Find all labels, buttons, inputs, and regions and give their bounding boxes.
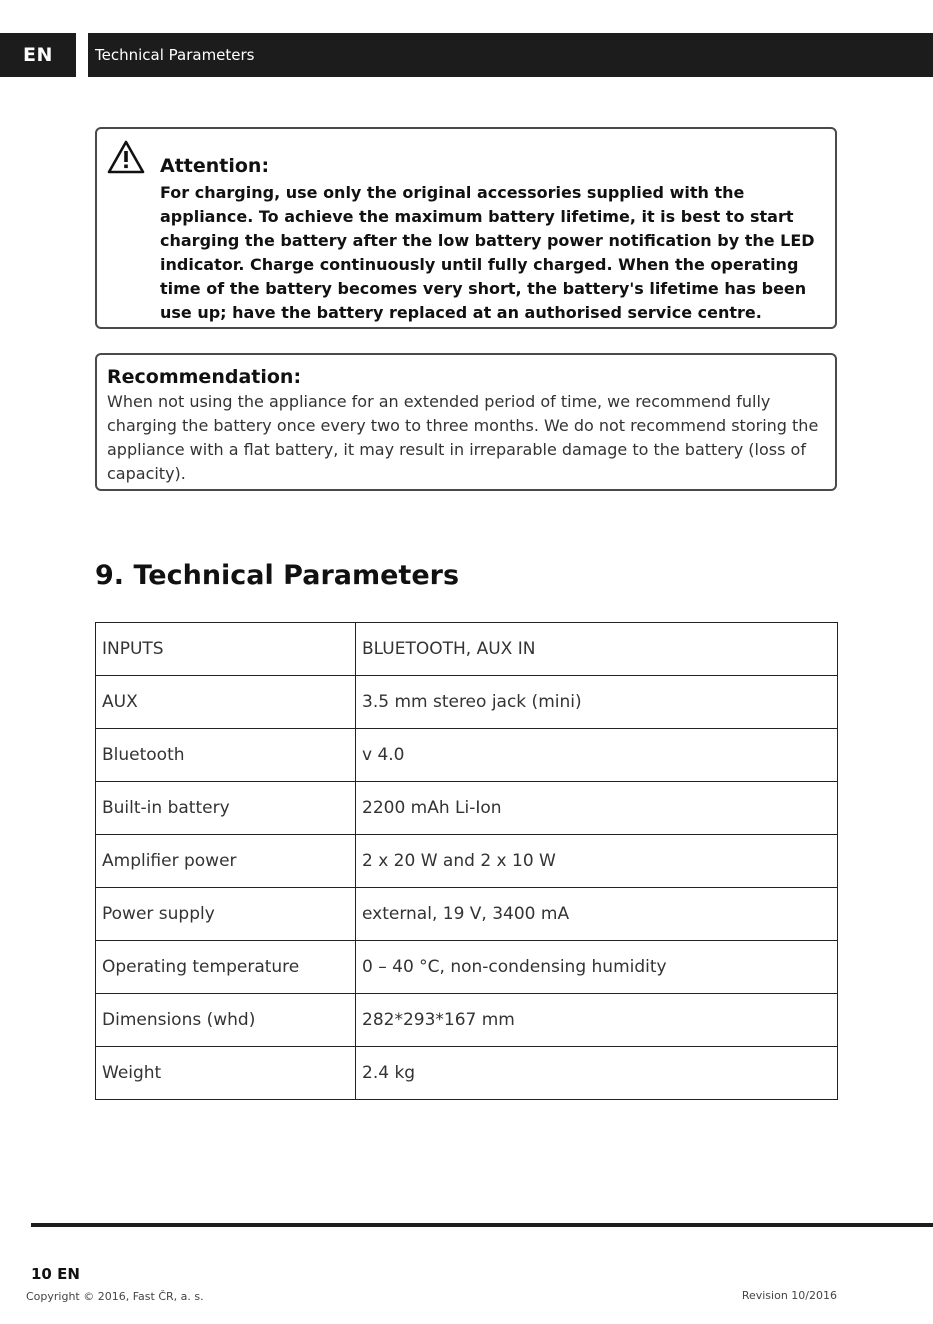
parameter-label: Amplifier power [96,835,356,888]
recommendation-box [95,353,837,491]
table-row [96,888,838,941]
table-row [96,676,838,729]
section-title: 9. Technical Parameters [95,560,460,591]
parameter-value: 2.4 kg [356,1047,838,1100]
table-row [96,941,838,994]
parameter-label: INPUTS [96,623,356,676]
page-number: 10 EN [31,1265,80,1283]
parameter-value: 2 x 20 W and 2 x 10 W [356,835,838,888]
table-row [96,782,838,835]
table-row [96,729,838,782]
header-title: Technical Parameters [88,33,933,77]
parameter-label: Operating temperature [96,941,356,994]
parameter-label: Dimensions (whd) [96,994,356,1047]
attention-box [95,127,837,329]
parameter-value: BLUETOOTH, AUX IN [356,623,838,676]
parameter-value: v 4.0 [356,729,838,782]
parameter-label: AUX [96,676,356,729]
technical-parameters-table [95,622,838,1100]
table-row [96,835,838,888]
table-row [96,994,838,1047]
footer-divider [31,1223,933,1227]
parameter-value: external, 19 V, 3400 mA [356,888,838,941]
recommendation-text: When not using the appliance for an extended period of time, we recommend fully charging the battery once every two to three months. We do not recommend storing the appliance with a flat battery, it may result in irreparable damage to the battery (loss of capacity). [107,392,819,483]
recommendation-title: Recommendation: [107,366,302,388]
parameter-value: 0 – 40 °C, non-condensing humidity [356,941,838,994]
revision-text: Revision 10/2016 [741,1289,837,1302]
parameter-value: 2200 mAh Li-Ion [356,782,838,835]
table-row [96,1047,838,1100]
attention-text: For charging, use only the original accessories supplied with the appliance. To achieve the maximum battery lifetime, it is best to start charging the battery after the low battery power notification by the LED indicator. Charge continuously until fully charged. When the operating time of the battery becomes very short, the battery's lifetime has been use up; have the battery replaced at an authorised service centre. [160,183,815,322]
parameter-value: 282*293*167 mm [356,994,838,1047]
parameter-label: Power supply [96,888,356,941]
parameter-label: Bluetooth [96,729,356,782]
table-row [96,623,838,676]
warning-triangle-icon [106,139,146,175]
parameter-value: 3.5 mm stereo jack (mini) [356,676,838,729]
parameter-label: Built-in battery [96,782,356,835]
copyright-text: Copyright © 2016, Fast ČR, a. s. [26,1290,204,1303]
parameter-label: Weight [96,1047,356,1100]
language-badge: EN [0,33,76,77]
attention-title: Attention: [160,155,270,177]
